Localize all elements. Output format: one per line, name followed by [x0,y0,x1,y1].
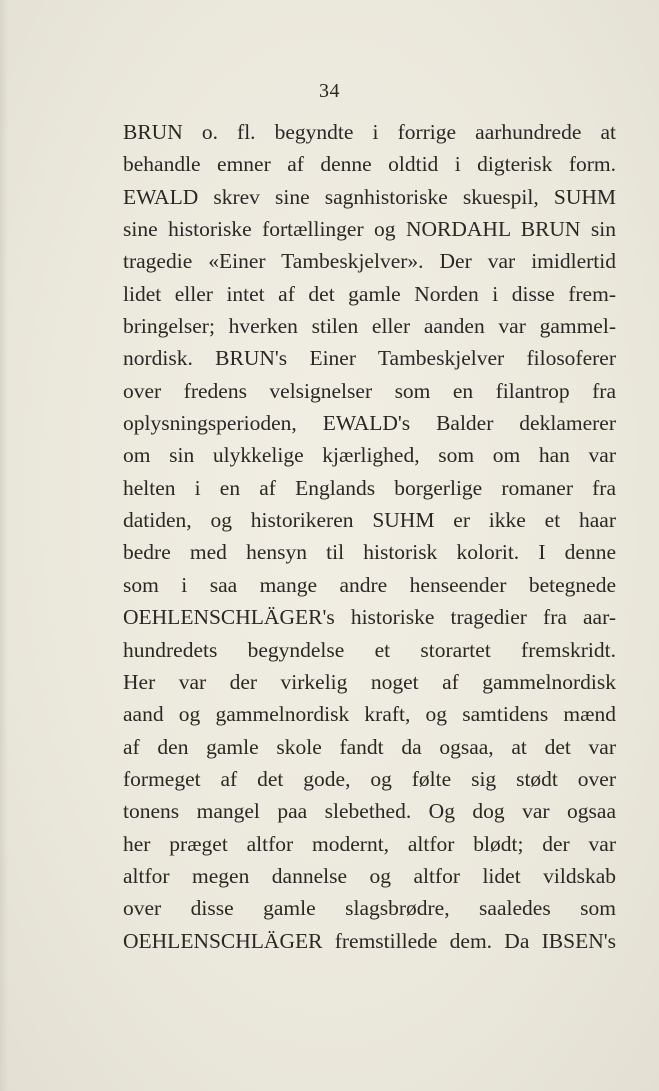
text-line: EWALD skrev sine sagnhistoriske skuespil, SUHM [123,184,616,209]
text-line: over disse gamle slagsbrødre, saaledes som [123,896,616,921]
text-line: formeget af det gode, og følte sig stødt over [123,766,616,791]
text-line: over fredens velsignelser som en filantrop fra [123,378,616,403]
text-line: af den gamle skole fandt da ogsaa, at det var [123,734,616,759]
text-line: OEHLENSCHLÄGER fremstillede dem. Da IBSEN's [123,928,616,953]
text-line: hundredets begyndelse et storartet fremskridt. [123,637,616,662]
text-line: tragedie «Einer Tambeskjelver». Der var imidlertid [123,249,616,274]
text-line: som i saa mange andre henseender betegnede [123,572,616,597]
text-line: helten i en af Englands borgerlige romaner fra [123,475,616,500]
page-edge-shadow [0,0,8,1091]
text-line: lidet eller intet af det gamle Norden i disse frem- [123,281,616,306]
text-line: aand og gammelnordisk kraft, og samtidens mænd [123,702,616,727]
text-line: tonens mangel paa slebethed. Og dog var ogsaa [123,799,616,824]
text-line: altfor megen dannelse og altfor lidet vildskab [123,863,616,888]
text-line: datiden, og historikeren SUHM er ikke et haar [123,508,616,533]
text-line: nordisk. BRUN's Einer Tambeskjelver filosoferer [123,346,616,371]
text-line: bedre med hensyn til historisk kolorit. I denne [123,540,616,565]
text-line: BRUN o. fl. begyndte i forrige aarhundrede at [123,120,616,144]
page-number: 34 [319,80,340,102]
text-line: bringelser; hverken stilen eller aanden var gammel- [123,314,616,339]
text-line: OEHLENSCHLÄGER's historiske tragedier fra aar- [123,605,616,630]
text-line: behandle emner af denne oldtid i digterisk form. [123,152,616,177]
text-line: sine historiske fortællinger og NORDAHL BRUN sin [123,217,616,242]
body-text [123,116,616,957]
text-line: Her var der virkelig noget af gammelnordisk [123,669,616,694]
text-line: oplysningsperioden, EWALD's Balder deklamerer [123,411,616,436]
text-line: her præget altfor modernt, altfor blødt; der var [123,831,616,856]
text-line: om sin ulykkelige kjærlighed, som om han var [123,443,616,468]
